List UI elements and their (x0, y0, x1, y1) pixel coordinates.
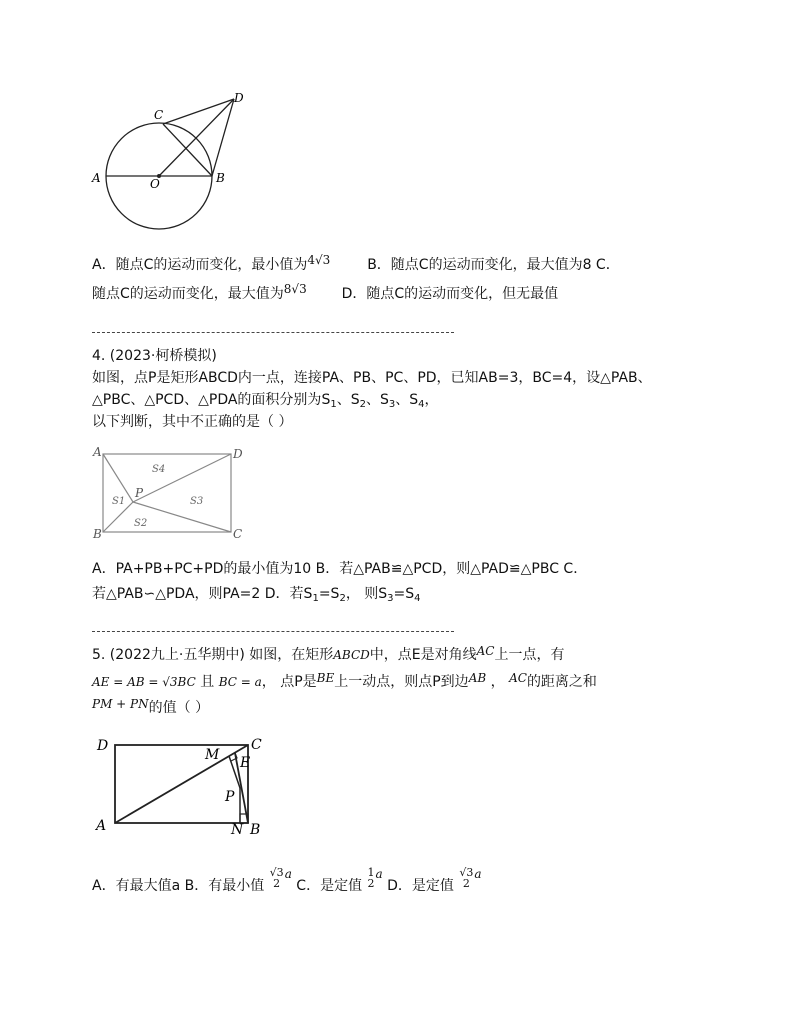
q4-label-s4: S4 (152, 464, 166, 475)
q5-option-c-var: a (375, 867, 383, 881)
q4-seg-pd (133, 454, 231, 502)
q5-rest3: 的距离之和 (526, 674, 597, 690)
q4-options-line1: A．PA+PB+PC+PD的最小值为10 B．若△PAB≌△PCD，则△PAD≌△PBC C． (92, 561, 588, 577)
q5-label-b: B (250, 822, 261, 838)
q5-label-p: P (225, 789, 235, 805)
q4-s2: $S_2$ (350, 392, 366, 410)
q4-line1: 如图，点P是矩形ABCD内一点，连接PA、PB、PC、PD，已知AB=3，BC=4，设△PAB、 (92, 370, 652, 386)
q4-header: 4. (2023·柯桥模拟) (92, 348, 217, 364)
q5-rectangle-figure (92, 730, 272, 840)
q3-options-line1 (92, 253, 620, 274)
q5-label-a: A (96, 818, 107, 834)
q5-option-b-den: 2 (273, 877, 281, 890)
q5-option-d-var: a (474, 867, 482, 881)
q3-circle-figure (88, 88, 258, 236)
q3-option-b-text: B．随点C的运动而变化，最大值为8 C． (367, 257, 620, 273)
q4-label-a: A (93, 445, 102, 459)
q3-options-line2 (92, 282, 559, 303)
q5-option-c-fraction (368, 867, 375, 889)
q5-option-d-den: 2 (462, 877, 470, 890)
q3-option-a-text: A．随点C的运动而变化，最小值为 (92, 257, 308, 273)
q4-s4: $S_4$ (409, 392, 425, 410)
q5-rect-name: ABCD (333, 648, 370, 662)
q5-rest1: ， 点P是 (261, 674, 317, 690)
q5-label-d: D (97, 738, 109, 754)
q5-and: 且 (200, 674, 215, 690)
q5-eq2: BC = a (218, 675, 262, 689)
q5-header-suffix: 上一点，有 (494, 647, 565, 663)
q4-label-d: D (233, 447, 243, 461)
q4-line2-prefix: △PBC、△PCD、△PDA的面积分别为 (92, 392, 322, 408)
q3-option-a-value: 4√3 (307, 253, 331, 267)
q3-option-d-text: D．随点C的运动而变化，但无最值 (341, 286, 559, 302)
q5-line3-rest: 的值（ ） (148, 700, 210, 716)
q3-segment-cd (163, 99, 234, 124)
q5-diagonal-ac (115, 745, 251, 823)
q5-option-d-num: √3 (459, 866, 474, 879)
q5-option-d: D．是定值 (387, 878, 454, 894)
q3-label-b: B (216, 171, 225, 185)
q4-label-s2: S2 (134, 518, 148, 529)
q4-s1: $S_1$ (321, 392, 337, 410)
q4-s3: $S_3$ (379, 392, 396, 410)
q5-option-b-fraction (270, 867, 284, 889)
q5-ab: AB (468, 671, 487, 685)
q5-option-b-var: a (284, 867, 292, 881)
q5-line3 (92, 699, 209, 717)
q4-rect (103, 454, 231, 532)
q4-seg-pa (103, 454, 133, 502)
q5-option-c-den: 2 (367, 877, 375, 890)
q4-line3: 以下判断，其中不正确的是（ ） (92, 414, 293, 430)
q5-label-e: E (240, 755, 251, 771)
q5-option-c: C．是定值 (296, 878, 363, 894)
q5-option-b-num: √3 (269, 866, 284, 879)
q4-rectangle-figure (90, 444, 250, 544)
q5-expr: PM + PN (92, 697, 149, 711)
q4-label-c: C (233, 527, 243, 541)
q3-option-c-value: 8√3 (283, 282, 307, 296)
q5-label-m: M (205, 747, 220, 763)
q3-option-c-text: 随点C的运动而变化，最大值为 (92, 286, 284, 302)
q3-label-c: C (154, 108, 164, 122)
q5-diag: AC (476, 644, 495, 658)
q5-ac: AC (509, 671, 527, 685)
separator-1 (92, 332, 454, 333)
q5-be: BE (316, 671, 335, 685)
q5-eq1: AE = AB = √3BC (92, 675, 196, 689)
q5-option-a: A．有最大值a B．有最小值 (92, 878, 265, 894)
q4-label-s3: S3 (190, 496, 204, 507)
q4-label-s1: S1 (112, 496, 126, 507)
q3-label-o: O (150, 177, 160, 191)
q5-options (92, 866, 482, 906)
q4-options-line2: 若△PAB∽△PDA，则PA=2 D．若$S_1=S_2$， 则$S_3=S_4$ (92, 586, 421, 604)
q5-rest2: 上一动点，则点P到边 (334, 674, 469, 690)
q5-label-c: C (251, 737, 262, 753)
q4-line2: △PBC、△PCD、△PDA的面积分别为$S_1$、$S_2$、$S_3$、$S_4$， (92, 392, 439, 410)
q5-line2 (92, 673, 597, 691)
q5-option-d-fraction (459, 867, 473, 889)
q5-header-mid: 中，点E是对角线 (369, 647, 477, 663)
q5-label-n: N (231, 822, 244, 838)
separator-2 (92, 631, 454, 632)
q5-header-prefix: 5. (2022九上·五华期中) 如图，在矩形 (92, 647, 334, 663)
q5-comma: ， (490, 674, 505, 690)
q5-line1 (92, 646, 565, 664)
q4-label-p: P (135, 486, 144, 500)
q3-label-a: A (92, 171, 101, 185)
q3-label-d: D (234, 91, 244, 105)
q4-seg-pc (133, 502, 231, 532)
q4-label-b: B (93, 527, 102, 541)
q5-option-c-num: 1 (367, 866, 375, 879)
